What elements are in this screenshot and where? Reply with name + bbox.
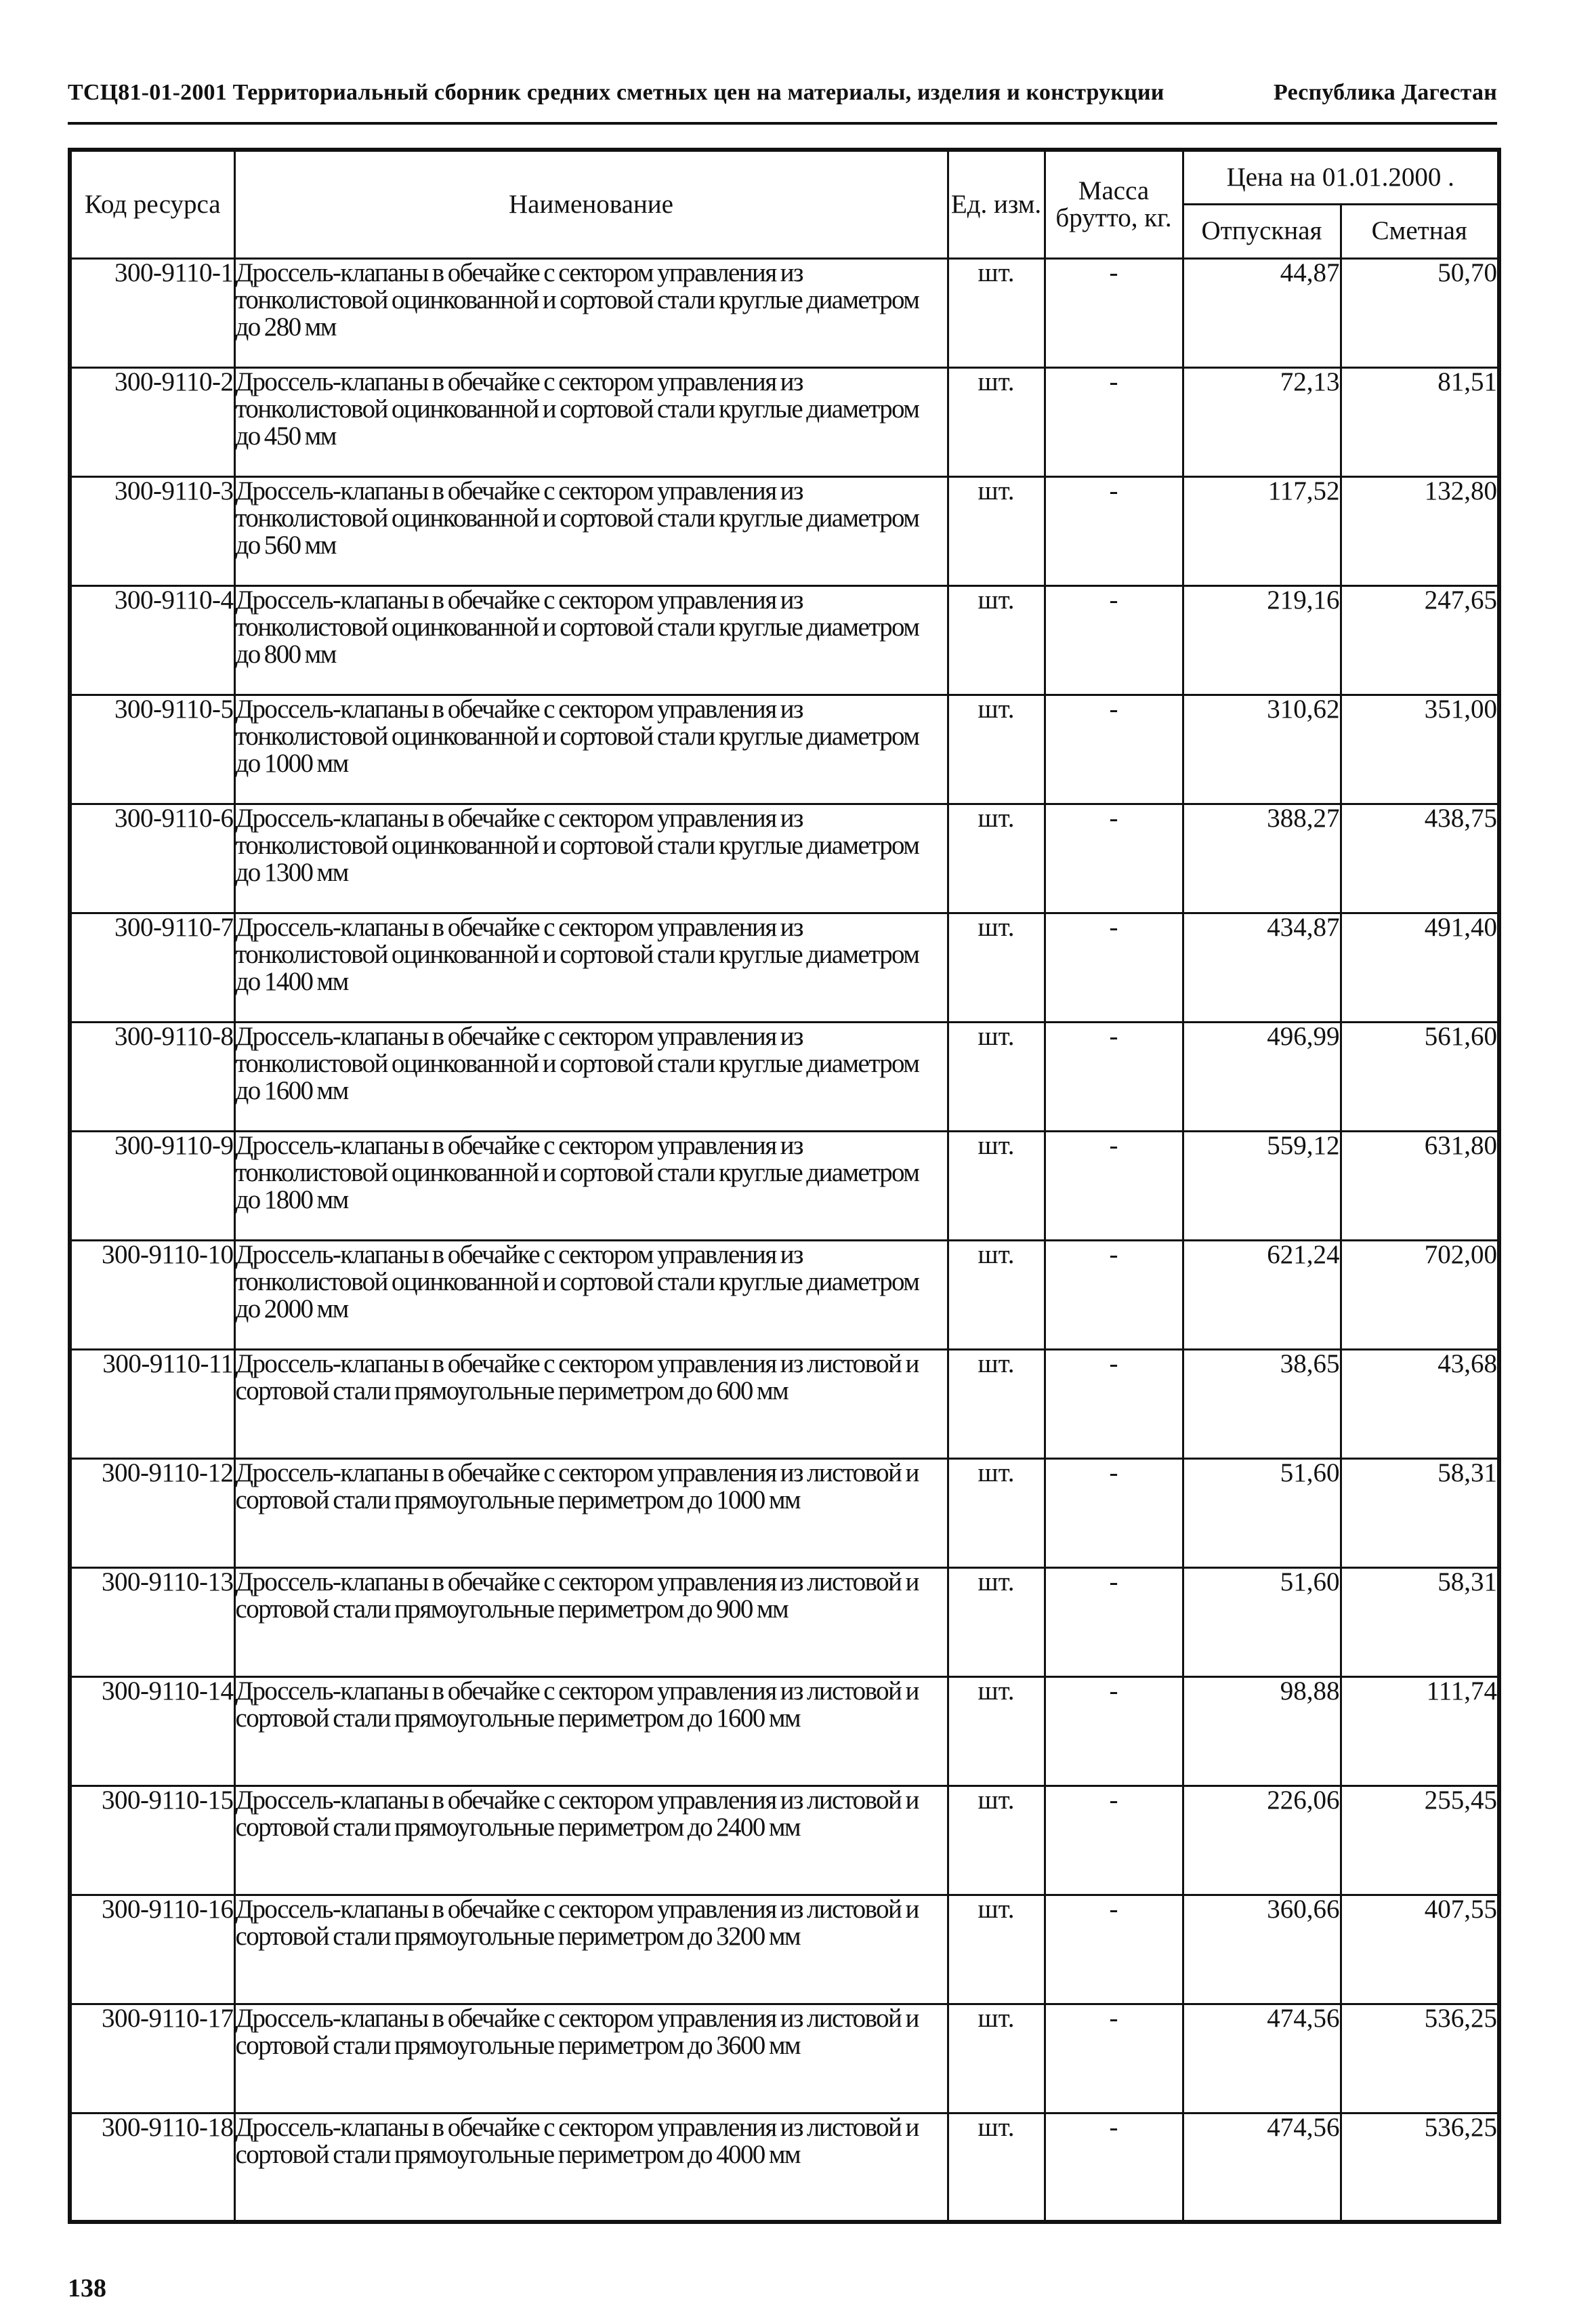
resource-code-cell: 300-9110-9 bbox=[70, 1131, 234, 1240]
document-title: ТСЦ81-01-2001 Территориальный сборник средних сметных цен на материалы, изделия и конструкции bbox=[68, 80, 1164, 105]
table-row bbox=[70, 476, 1499, 585]
release-price-cell: 310,62 bbox=[1183, 695, 1341, 804]
resource-code-cell: 300-9110-11 bbox=[70, 1349, 234, 1458]
resource-code-cell: 300-9110-3 bbox=[70, 476, 234, 585]
estimate-price-cell: 491,40 bbox=[1341, 913, 1499, 1022]
estimate-price-cell: 58,31 bbox=[1341, 1458, 1499, 1567]
mass-cell: - bbox=[1045, 2004, 1183, 2113]
table-row bbox=[70, 1131, 1499, 1240]
estimate-price-cell: 536,25 bbox=[1341, 2113, 1499, 2222]
release-price-cell: 98,88 bbox=[1183, 1676, 1341, 1786]
mass-cell: - bbox=[1045, 1240, 1183, 1349]
release-price-cell: 44,87 bbox=[1183, 258, 1341, 367]
mass-cell: - bbox=[1045, 695, 1183, 804]
mass-cell: - bbox=[1045, 1349, 1183, 1458]
release-price-cell: 51,60 bbox=[1183, 1567, 1341, 1676]
estimate-price-cell: 631,80 bbox=[1341, 1131, 1499, 1240]
release-price-cell: 360,66 bbox=[1183, 1895, 1341, 2004]
table-row bbox=[70, 804, 1499, 913]
release-price-cell: 388,27 bbox=[1183, 804, 1341, 913]
mass-cell: - bbox=[1045, 1022, 1183, 1131]
resource-code-cell: 300-9110-12 bbox=[70, 1458, 234, 1567]
item-name-cell: Дроссель-клапаны в обечайке с сектором управления из листовой и сортовой стали прямоугольные периметром до 600 мм bbox=[234, 1349, 948, 1458]
table-row bbox=[70, 1022, 1499, 1131]
mass-cell: - bbox=[1045, 1458, 1183, 1567]
unit-cell: шт. bbox=[948, 913, 1045, 1022]
header-unit: Ед. изм. bbox=[948, 150, 1045, 258]
release-price-cell: 621,24 bbox=[1183, 1240, 1341, 1349]
page-header bbox=[68, 80, 1497, 106]
table-row bbox=[70, 2113, 1499, 2222]
mass-cell: - bbox=[1045, 476, 1183, 585]
estimate-price-cell: 561,60 bbox=[1341, 1022, 1499, 1131]
price-table bbox=[68, 148, 1501, 2224]
resource-code-cell: 300-9110-1 bbox=[70, 258, 234, 367]
resource-code-cell: 300-9110-2 bbox=[70, 367, 234, 476]
resource-code-cell: 300-9110-15 bbox=[70, 1786, 234, 1895]
release-price-cell: 38,65 bbox=[1183, 1349, 1341, 1458]
resource-code-cell: 300-9110-5 bbox=[70, 695, 234, 804]
mass-cell: - bbox=[1045, 1567, 1183, 1676]
unit-cell: шт. bbox=[948, 1567, 1045, 1676]
mass-cell: - bbox=[1045, 258, 1183, 367]
unit-cell: шт. bbox=[948, 367, 1045, 476]
estimate-price-cell: 111,74 bbox=[1341, 1676, 1499, 1786]
mass-cell: - bbox=[1045, 1895, 1183, 2004]
resource-code-cell: 300-9110-6 bbox=[70, 804, 234, 913]
estimate-price-cell: 351,00 bbox=[1341, 695, 1499, 804]
header-estimate-price: Сметная bbox=[1341, 204, 1499, 258]
unit-cell: шт. bbox=[948, 1676, 1045, 1786]
estimate-price-cell: 247,65 bbox=[1341, 585, 1499, 695]
release-price-cell: 474,56 bbox=[1183, 2004, 1341, 2113]
table-row bbox=[70, 258, 1499, 367]
estimate-price-cell: 407,55 bbox=[1341, 1895, 1499, 2004]
unit-cell: шт. bbox=[948, 1349, 1045, 1458]
item-name-cell: Дроссель-клапаны в обечайке с сектором управления из тонколистовой оцинкованной и сортовой стали круглые диаметром до 2000 мм bbox=[234, 1240, 948, 1349]
item-name-cell: Дроссель-клапаны в обечайке с сектором управления из листовой и сортовой стали прямоугольные периметром до 4000 мм bbox=[234, 2113, 948, 2222]
unit-cell: шт. bbox=[948, 804, 1045, 913]
resource-code-cell: 300-9110-7 bbox=[70, 913, 234, 1022]
estimate-price-cell: 438,75 bbox=[1341, 804, 1499, 913]
item-name-cell: Дроссель-клапаны в обечайке с сектором управления из листовой и сортовой стали прямоугольные периметром до 3600 мм bbox=[234, 2004, 948, 2113]
item-name-cell: Дроссель-клапаны в обечайке с сектором управления из тонколистовой оцинкованной и сортовой стали круглые диаметром до 450 мм bbox=[234, 367, 948, 476]
unit-cell: шт. bbox=[948, 1022, 1045, 1131]
release-price-cell: 117,52 bbox=[1183, 476, 1341, 585]
unit-cell: шт. bbox=[948, 258, 1045, 367]
mass-cell: - bbox=[1045, 804, 1183, 913]
unit-cell: шт. bbox=[948, 585, 1045, 695]
header-price-group: Цена на 01.01.2000 . bbox=[1183, 150, 1499, 204]
unit-cell: шт. bbox=[948, 1240, 1045, 1349]
unit-cell: шт. bbox=[948, 2004, 1045, 2113]
item-name-cell: Дроссель-клапаны в обечайке с сектором управления из тонколистовой оцинкованной и сортовой стали круглые диаметром до 1000 мм bbox=[234, 695, 948, 804]
estimate-price-cell: 50,70 bbox=[1341, 258, 1499, 367]
table-row bbox=[70, 1240, 1499, 1349]
resource-code-cell: 300-9110-8 bbox=[70, 1022, 234, 1131]
item-name-cell: Дроссель-клапаны в обечайке с сектором управления из тонколистовой оцинкованной и сортовой стали круглые диаметром до 280 мм bbox=[234, 258, 948, 367]
table-row bbox=[70, 1567, 1499, 1676]
mass-cell: - bbox=[1045, 913, 1183, 1022]
unit-cell: шт. bbox=[948, 2113, 1045, 2222]
release-price-cell: 219,16 bbox=[1183, 585, 1341, 695]
table-row bbox=[70, 367, 1499, 476]
release-price-cell: 434,87 bbox=[1183, 913, 1341, 1022]
item-name-cell: Дроссель-клапаны в обечайке с сектором управления из тонколистовой оцинкованной и сортовой стали круглые диаметром до 1600 мм bbox=[234, 1022, 948, 1131]
table-row bbox=[70, 585, 1499, 695]
estimate-price-cell: 255,45 bbox=[1341, 1786, 1499, 1895]
mass-cell: - bbox=[1045, 367, 1183, 476]
table-row bbox=[70, 1895, 1499, 2004]
resource-code-cell: 300-9110-18 bbox=[70, 2113, 234, 2222]
header-code: Код ресурса bbox=[70, 150, 234, 258]
mass-cell: - bbox=[1045, 2113, 1183, 2222]
region-label: Республика Дагестан bbox=[1274, 80, 1497, 105]
resource-code-cell: 300-9110-14 bbox=[70, 1676, 234, 1786]
mass-cell: - bbox=[1045, 1131, 1183, 1240]
header-mass: Масса брутто, кг. bbox=[1045, 150, 1183, 258]
estimate-price-cell: 536,25 bbox=[1341, 2004, 1499, 2113]
item-name-cell: Дроссель-клапаны в обечайке с сектором управления из тонколистовой оцинкованной и сортовой стали круглые диаметром до 1400 мм bbox=[234, 913, 948, 1022]
header-rule bbox=[68, 122, 1497, 125]
resource-code-cell: 300-9110-17 bbox=[70, 2004, 234, 2113]
release-price-cell: 226,06 bbox=[1183, 1786, 1341, 1895]
page-number: 138 bbox=[68, 2274, 106, 2303]
resource-code-cell: 300-9110-10 bbox=[70, 1240, 234, 1349]
resource-code-cell: 300-9110-16 bbox=[70, 1895, 234, 2004]
table-row bbox=[70, 2004, 1499, 2113]
release-price-cell: 51,60 bbox=[1183, 1458, 1341, 1567]
unit-cell: шт. bbox=[948, 1458, 1045, 1567]
table-body bbox=[70, 258, 1499, 2222]
item-name-cell: Дроссель-клапаны в обечайке с сектором управления из тонколистовой оцинкованной и сортовой стали круглые диаметром до 1300 мм bbox=[234, 804, 948, 913]
release-price-cell: 72,13 bbox=[1183, 367, 1341, 476]
unit-cell: шт. bbox=[948, 1895, 1045, 2004]
estimate-price-cell: 702,00 bbox=[1341, 1240, 1499, 1349]
mass-cell: - bbox=[1045, 585, 1183, 695]
release-price-cell: 496,99 bbox=[1183, 1022, 1341, 1131]
table-row bbox=[70, 695, 1499, 804]
table-row bbox=[70, 1349, 1499, 1458]
mass-cell: - bbox=[1045, 1786, 1183, 1895]
estimate-price-cell: 132,80 bbox=[1341, 476, 1499, 585]
item-name-cell: Дроссель-клапаны в обечайке с сектором управления из тонколистовой оцинкованной и сортовой стали круглые диаметром до 800 мм bbox=[234, 585, 948, 695]
item-name-cell: Дроссель-клапаны в обечайке с сектором управления из листовой и сортовой стали прямоугольные периметром до 1600 мм bbox=[234, 1676, 948, 1786]
unit-cell: шт. bbox=[948, 1786, 1045, 1895]
unit-cell: шт. bbox=[948, 695, 1045, 804]
table-row bbox=[70, 913, 1499, 1022]
header-release-price: Отпускная bbox=[1183, 204, 1341, 258]
unit-cell: шт. bbox=[948, 1131, 1045, 1240]
mass-cell: - bbox=[1045, 1676, 1183, 1786]
release-price-cell: 474,56 bbox=[1183, 2113, 1341, 2222]
table-row bbox=[70, 1786, 1499, 1895]
item-name-cell: Дроссель-клапаны в обечайке с сектором управления из листовой и сортовой стали прямоугольные периметром до 900 мм bbox=[234, 1567, 948, 1676]
table-header bbox=[70, 150, 1499, 258]
item-name-cell: Дроссель-клапаны в обечайке с сектором управления из тонколистовой оцинкованной и сортовой стали круглые диаметром до 1800 мм bbox=[234, 1131, 948, 1240]
unit-cell: шт. bbox=[948, 476, 1045, 585]
item-name-cell: Дроссель-клапаны в обечайке с сектором управления из листовой и сортовой стали прямоугольные периметром до 1000 мм bbox=[234, 1458, 948, 1567]
estimate-price-cell: 58,31 bbox=[1341, 1567, 1499, 1676]
estimate-price-cell: 43,68 bbox=[1341, 1349, 1499, 1458]
table-row bbox=[70, 1676, 1499, 1786]
resource-code-cell: 300-9110-4 bbox=[70, 585, 234, 695]
table-row bbox=[70, 1458, 1499, 1567]
estimate-price-cell: 81,51 bbox=[1341, 367, 1499, 476]
item-name-cell: Дроссель-клапаны в обечайке с сектором управления из листовой и сортовой стали прямоугольные периметром до 2400 мм bbox=[234, 1786, 948, 1895]
release-price-cell: 559,12 bbox=[1183, 1131, 1341, 1240]
header-name: Наименование bbox=[234, 150, 948, 258]
resource-code-cell: 300-9110-13 bbox=[70, 1567, 234, 1676]
item-name-cell: Дроссель-клапаны в обечайке с сектором управления из листовой и сортовой стали прямоугольные периметром до 3200 мм bbox=[234, 1895, 948, 2004]
item-name-cell: Дроссель-клапаны в обечайке с сектором управления из тонколистовой оцинкованной и сортовой стали круглые диаметром до 560 мм bbox=[234, 476, 948, 585]
